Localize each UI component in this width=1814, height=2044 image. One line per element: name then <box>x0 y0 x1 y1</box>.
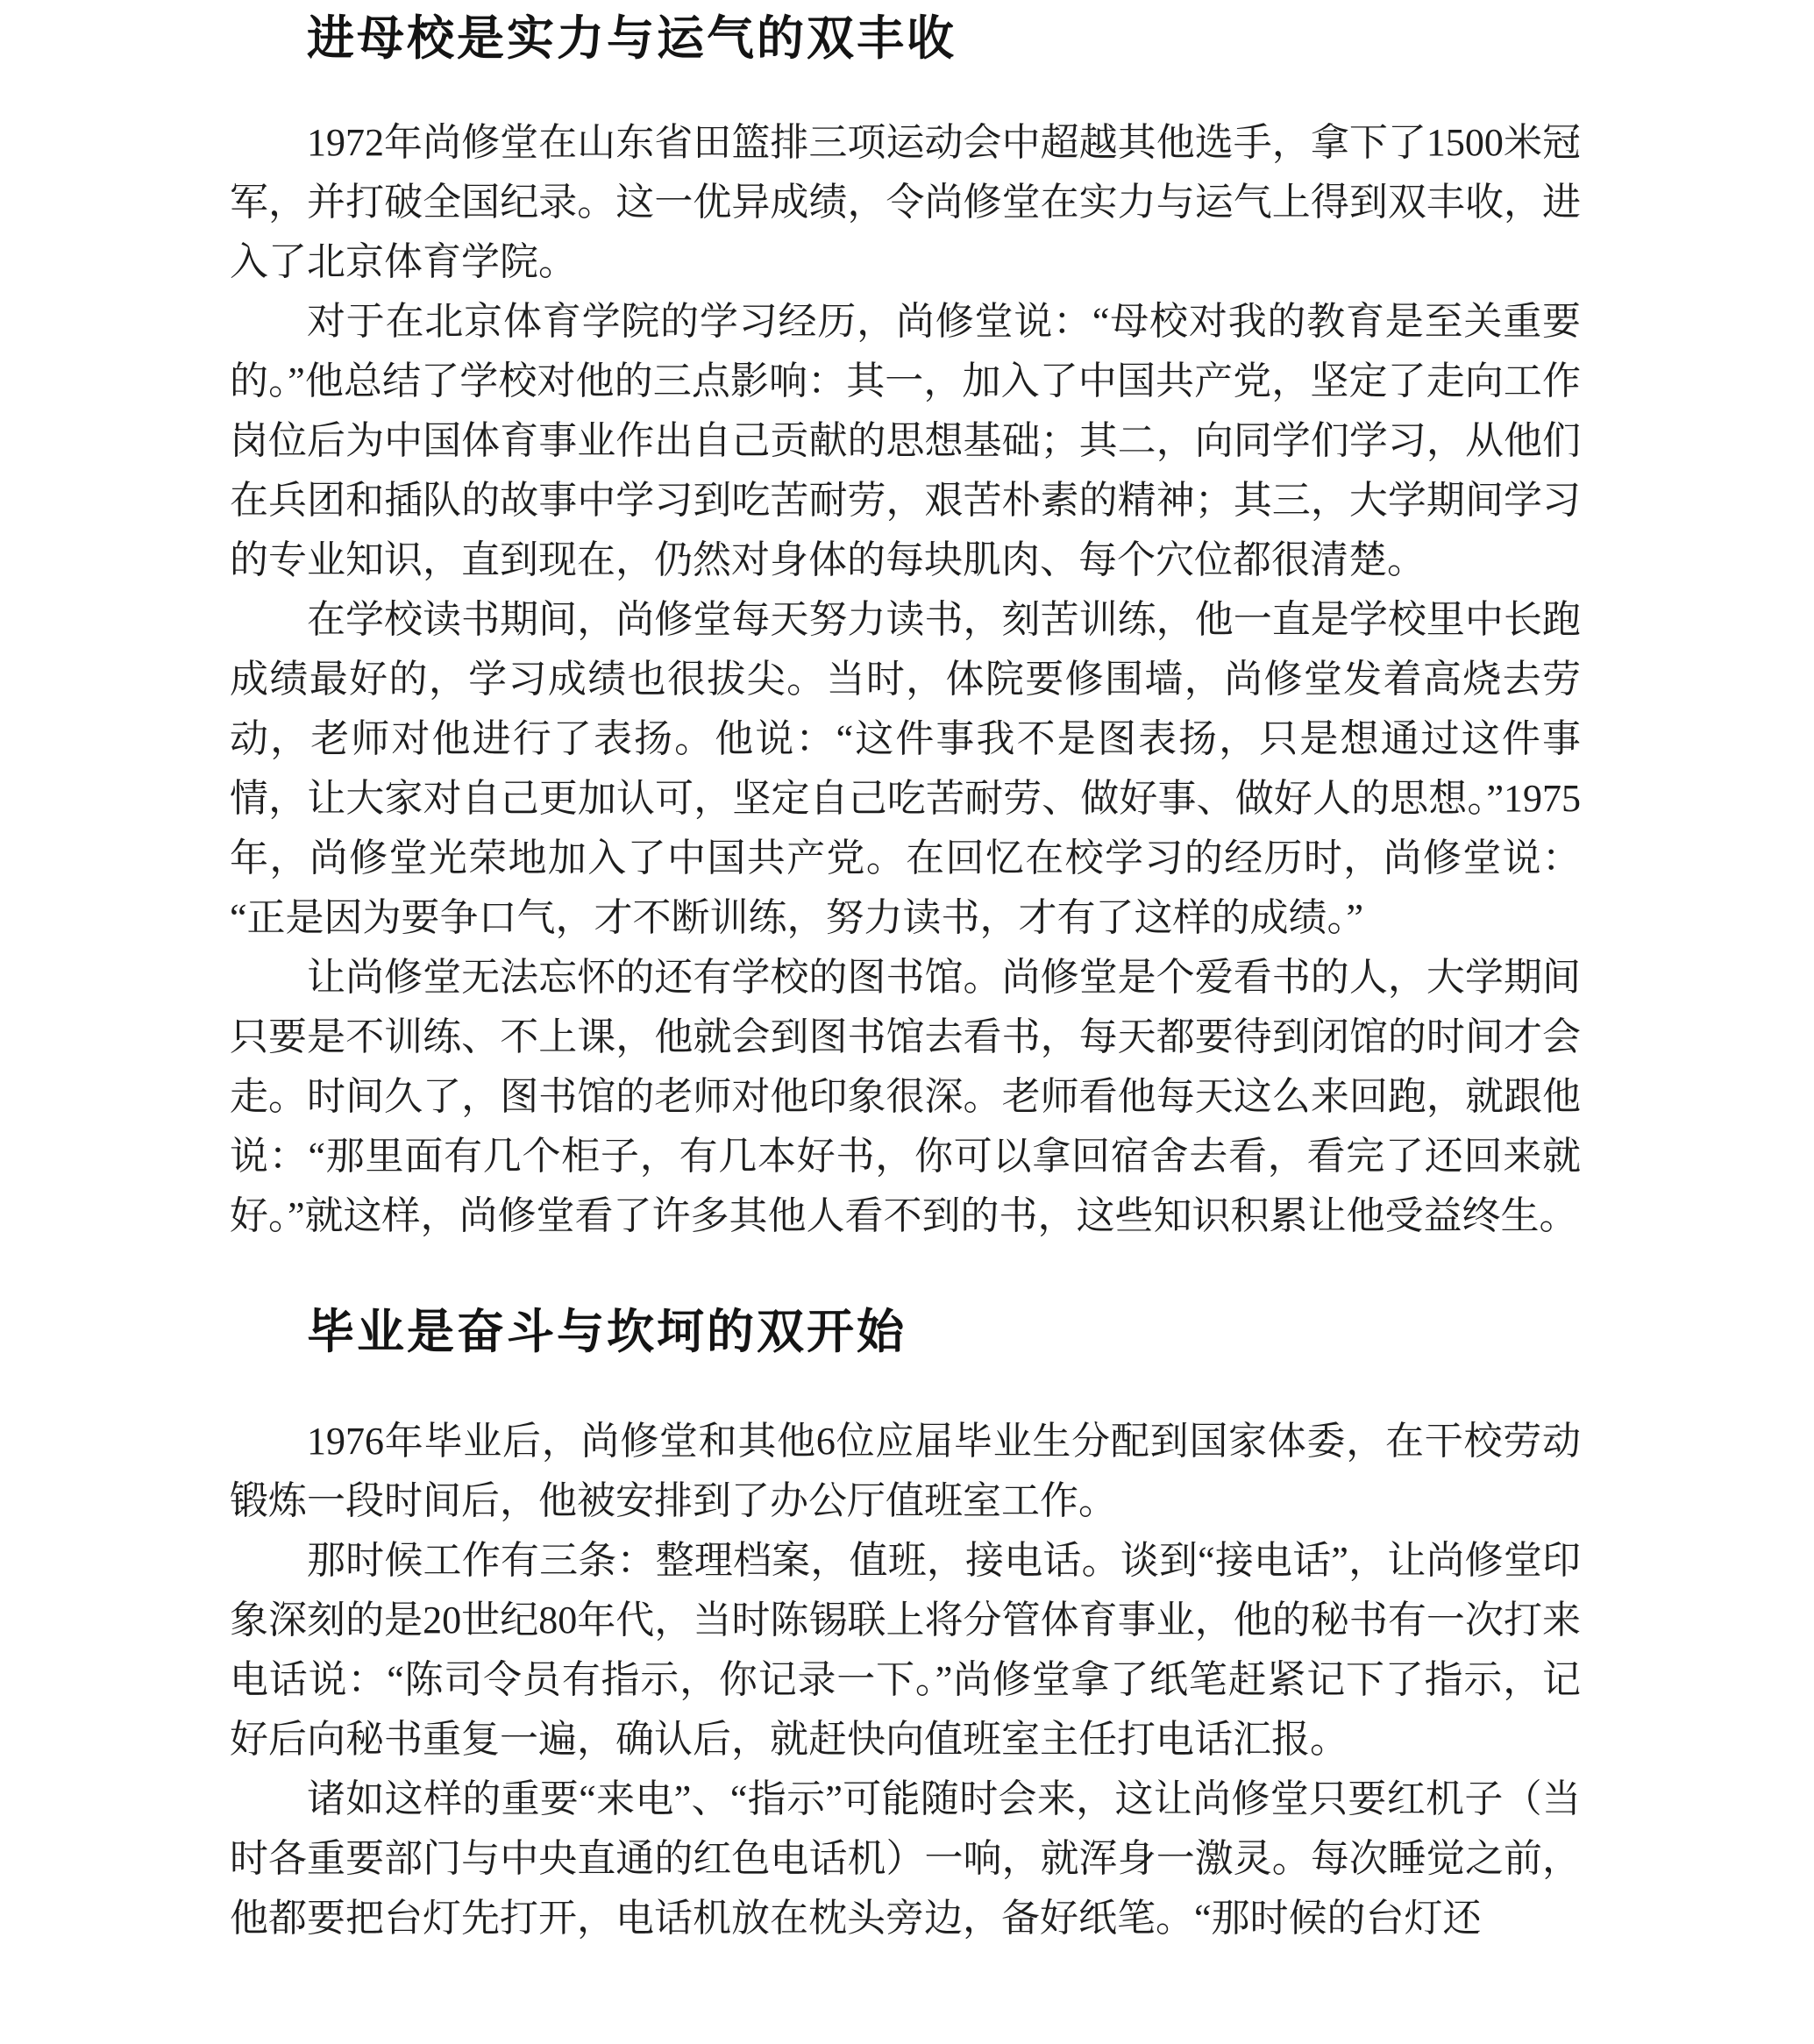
paragraph-6: 那时候工作有三条：整理档案，值班，接电话。谈到“接电话”，让尚修堂印象深刻的是20世纪80年代，当时陈锡联上将分管体育事业，他的秘书有一次打来电话说：“陈司令员有指示，你记录一下。”尚修堂拿了纸笔赶紧记下了指示，记好后向秘书重复一遍，确认后，就赶快向值班室主任打电话汇报。 <box>230 1538 1581 1761</box>
paragraph-5: 1976年毕业后，尚修堂和其他6位应届毕业生分配到国家体委，在干校劳动锻炼一段时间后，他被安排到了办公厅值班室工作。 <box>230 1419 1581 1522</box>
paragraph-4: 让尚修堂无法忘怀的还有学校的图书馆。尚修堂是个爱看书的人，大学期间只要是不训练、不上课，他就会到图书馆去看书，每天都要待到闭馆的时间才会走。时间久了，图书馆的老师对他印象很深。老师看他每天这么来回跑，就跟他说：“那里面有几个柜子，有几本好书，你可以拿回宿舍去看，看完了还回来就好。”就这样，尚修堂看了许多其他人看不到的书，这些知识积累让他受益终生。 <box>230 955 1581 1237</box>
paragraph-7: 诸如这样的重要“来电”、“指示”可能随时会来，这让尚修堂只要红机子（当时各重要部门与中央直通的红色电话机）一响，就浑身一激灵。每次睡觉之前，他都要把台灯先打开，电话机放在枕头旁边，备好纸笔。“那时候的台灯还 <box>230 1777 1581 1940</box>
section-heading-admission: 进母校是实力与运气的双丰收 <box>307 12 957 65</box>
paragraph-3: 在学校读书期间，尚修堂每天努力读书，刻苦训练，他一直是学校里中长跑成绩最好的，学习成绩也很拔尖。当时，体院要修围墙，尚修堂发着高烧去劳动，老师对他进行了表扬。他说：“这件事我不是图表扬，只是想通过这件事情，让大家对自己更加认可，坚定自己吃苦耐劳、做好事、做好人的思想。”1975年，尚修堂光荣地加入了中国共产党。在回忆在校学习的经历时，尚修堂说：“正是因为要争口气，才不断训练，努力读书，才有了这样的成绩。” <box>230 597 1581 939</box>
section-heading-graduation: 毕业是奋斗与坎坷的双开始 <box>307 1305 907 1358</box>
paragraph-1: 1972年尚修堂在山东省田篮排三项运动会中超越其他选手，拿下了1500米冠军，并打破全国纪录。这一优异成绩，令尚修堂在实力与运气上得到双丰收，进入了北京体育学院。 <box>230 120 1581 283</box>
paragraph-2: 对于在北京体育学院的学习经历，尚修堂说：“母校对我的教育是至关重要的。”他总结了学校对他的三点影响：其一，加入了中国共产党，坚定了走向工作岗位后为中国体育事业作出自己贡献的思想基础；其二，向同学们学习，从他们在兵团和插队的故事中学习到吃苦耐劳，艰苦朴素的精神；其三，大学期间学习的专业知识，直到现在，仍然对身体的每块肌肉、每个穴位都很清楚。 <box>230 299 1581 581</box>
